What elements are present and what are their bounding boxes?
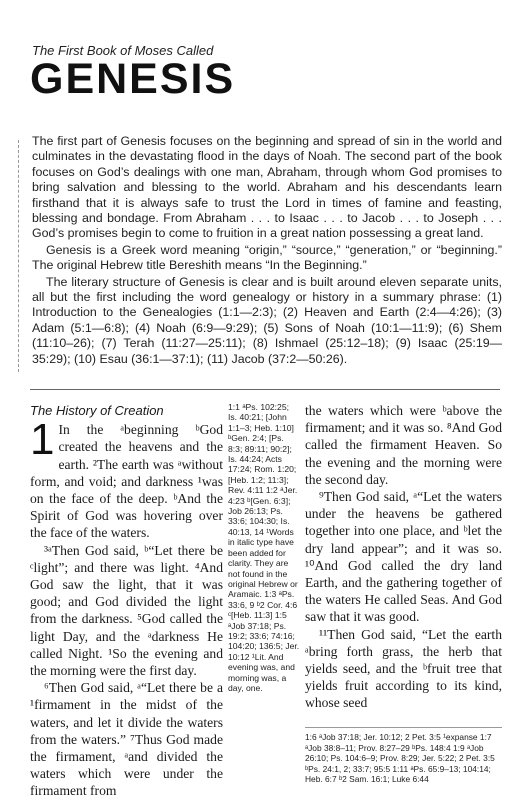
left-text-column — [30, 402, 223, 800]
section-heading: The History of Creation — [30, 403, 164, 418]
bottom-cross-references: 1:6 ᵃJob 37:18; Jer. 10:12; 2 Pet. 3:5 ¹expanse 1:7 ᵃJob 38:8–11; Prov. 8:27–29 ᵇPs. 148:4 1:9 ᵃJob 26:10; Ps. 104:6–9; Prov. 8:29; Jer. 5:22; 2 Pet. 3:5 ᵇPs. 24:1, 2; 33:7; 95:5 1:11 ᵃPs. 65:9–13; 104:14; Heb. 6:7 ᵇ2 Sam. 16:1; Luke 6:44 — [305, 732, 495, 785]
book-subtitle: The First Book of Moses Called — [32, 43, 214, 58]
center-cross-references: 1:1 ᵃPs. 102:25; Is. 40:21; [John 1:1–3; Heb. 1:10] ᵇGen. 2:4; [Ps. 8:3; 89:11; 90:2]; Is. 44:24; Acts 17:24; Rom. 1:20; [Heb. 1:2; 11:3]; Rev. 4:11 1:2 ᵃJer. 4:23 ᵇ[Gen. 6:3]; Job 26:13; Ps. 33:6; 104:30; Is. 40:13, 14 ¹Words in italic type have been added for clarity. They are not found in the original Hebrew or Aramaic. 1:3 ᵃPs. 33:6, 9 ᵇ2 Cor. 4:6 ᶜ[Heb. 11:3] 1:5 ᵃJob 37:18; Ps. 19:2; 33:6; 74:16; 104:20; 136:5; Jer. 10:12 ¹Lit. And evening was, and morning was, a day, one. — [228, 402, 300, 693]
footnote-divider — [305, 727, 502, 728]
verses-6-7: ⁶Then God said, ᵃ“Let there be a ¹firmament in the midst of the waters, and let it divide the waters from the waters.” ⁷Thus God made the firmament, ᵃand divided the waters which were under the firmament from — [30, 680, 223, 799]
intro-paragraph-2: Genesis is a Greek word meaning “origin,” “source,” “generation,” or “beginning.” The original Hebrew title Bereshith means “In the Beginning.” — [32, 242, 502, 273]
book-introduction — [32, 134, 502, 368]
intro-paragraph-3: The literary structure of Genesis is clear and is built around eleven separate units, all but the first including the word genealogy or history in a summary phrase: (1) Introduction to the Genealogies (1:1—2:3); (2) Heaven and Earth (2:4—4:26); (3) Adam (5:1—6:8); (4) Noah (6:9—9:29); (5) Sons of Noah (10:1—11:9); (6) Shem (11:10–26); (7) Terah (11:27—25:11); (8) Ishmael (25:12–18); (9) Isaac (25:19—35:29); (10) Esau (36:1—37:1); (11) Jacob (37:2—50:26). — [32, 274, 502, 366]
verse-block-1 — [30, 415, 223, 541]
section-divider — [30, 389, 500, 390]
book-title: GENESIS — [30, 55, 236, 103]
intro-paragraph-1: The first part of Genesis focuses on the beginning and spread of sin in the world and culminates in the devastating flood in the days of Noah. The second part of the book focuses on God’s dealings with one man, Abraham, through whom God promises to bring salvation and blessing to the world. Abraham and his descendants learn firsthand that it is always safe to trust the Lord in times of famine and feasting, blessing and bondage. From Abraham . . . to Isaac . . . to Jacob . . . to Joseph . . . God’s promises begin to come to fruition in a great nation possessing a great land. — [32, 134, 502, 241]
verses-3-5: ³ᵃThen God said, ᵇ“Let there be ᶜlight”; and there was light. ⁴And God saw the light, that it was good; and God divided the light from the darkness. ⁵God called the light Day, and the ᵃdarkness He called Night. ¹So the evening and the morning were the first day. — [30, 542, 223, 679]
chapter-number: 1 — [30, 415, 55, 465]
verses-9-10: ⁹Then God said, ᵃ“Let the waters under the heavens be gathered together into one place, and ᵇlet the dry land appear”; and it was so. ¹⁰And God called the dry land Earth, and the gathering together of the waters He called Seas. And God saw that it was good. — [305, 489, 502, 625]
verses-7-8: the waters which were ᵇabove the firmament; and it was so. ⁸And God called the firmament Heaven. So the evening and the morning were the second day. — [305, 403, 502, 487]
verses-1-2: In the ᵃbeginning ᵇGod created the heavens and the earth. ²The earth was ᵃwithout form, and void; and darkness ¹was on the face of the deep. ᵇAnd the Spirit of God was hovering over the face of the waters. — [30, 422, 223, 541]
verse-11: ¹¹Then God said, “Let the earth ᵃbring forth grass, the herb that yields seed, and the ᵇfruit tree that yields fruit according to its kind, whose seed — [305, 626, 502, 711]
intro-margin-rule — [18, 140, 19, 372]
right-text-column — [305, 402, 502, 712]
